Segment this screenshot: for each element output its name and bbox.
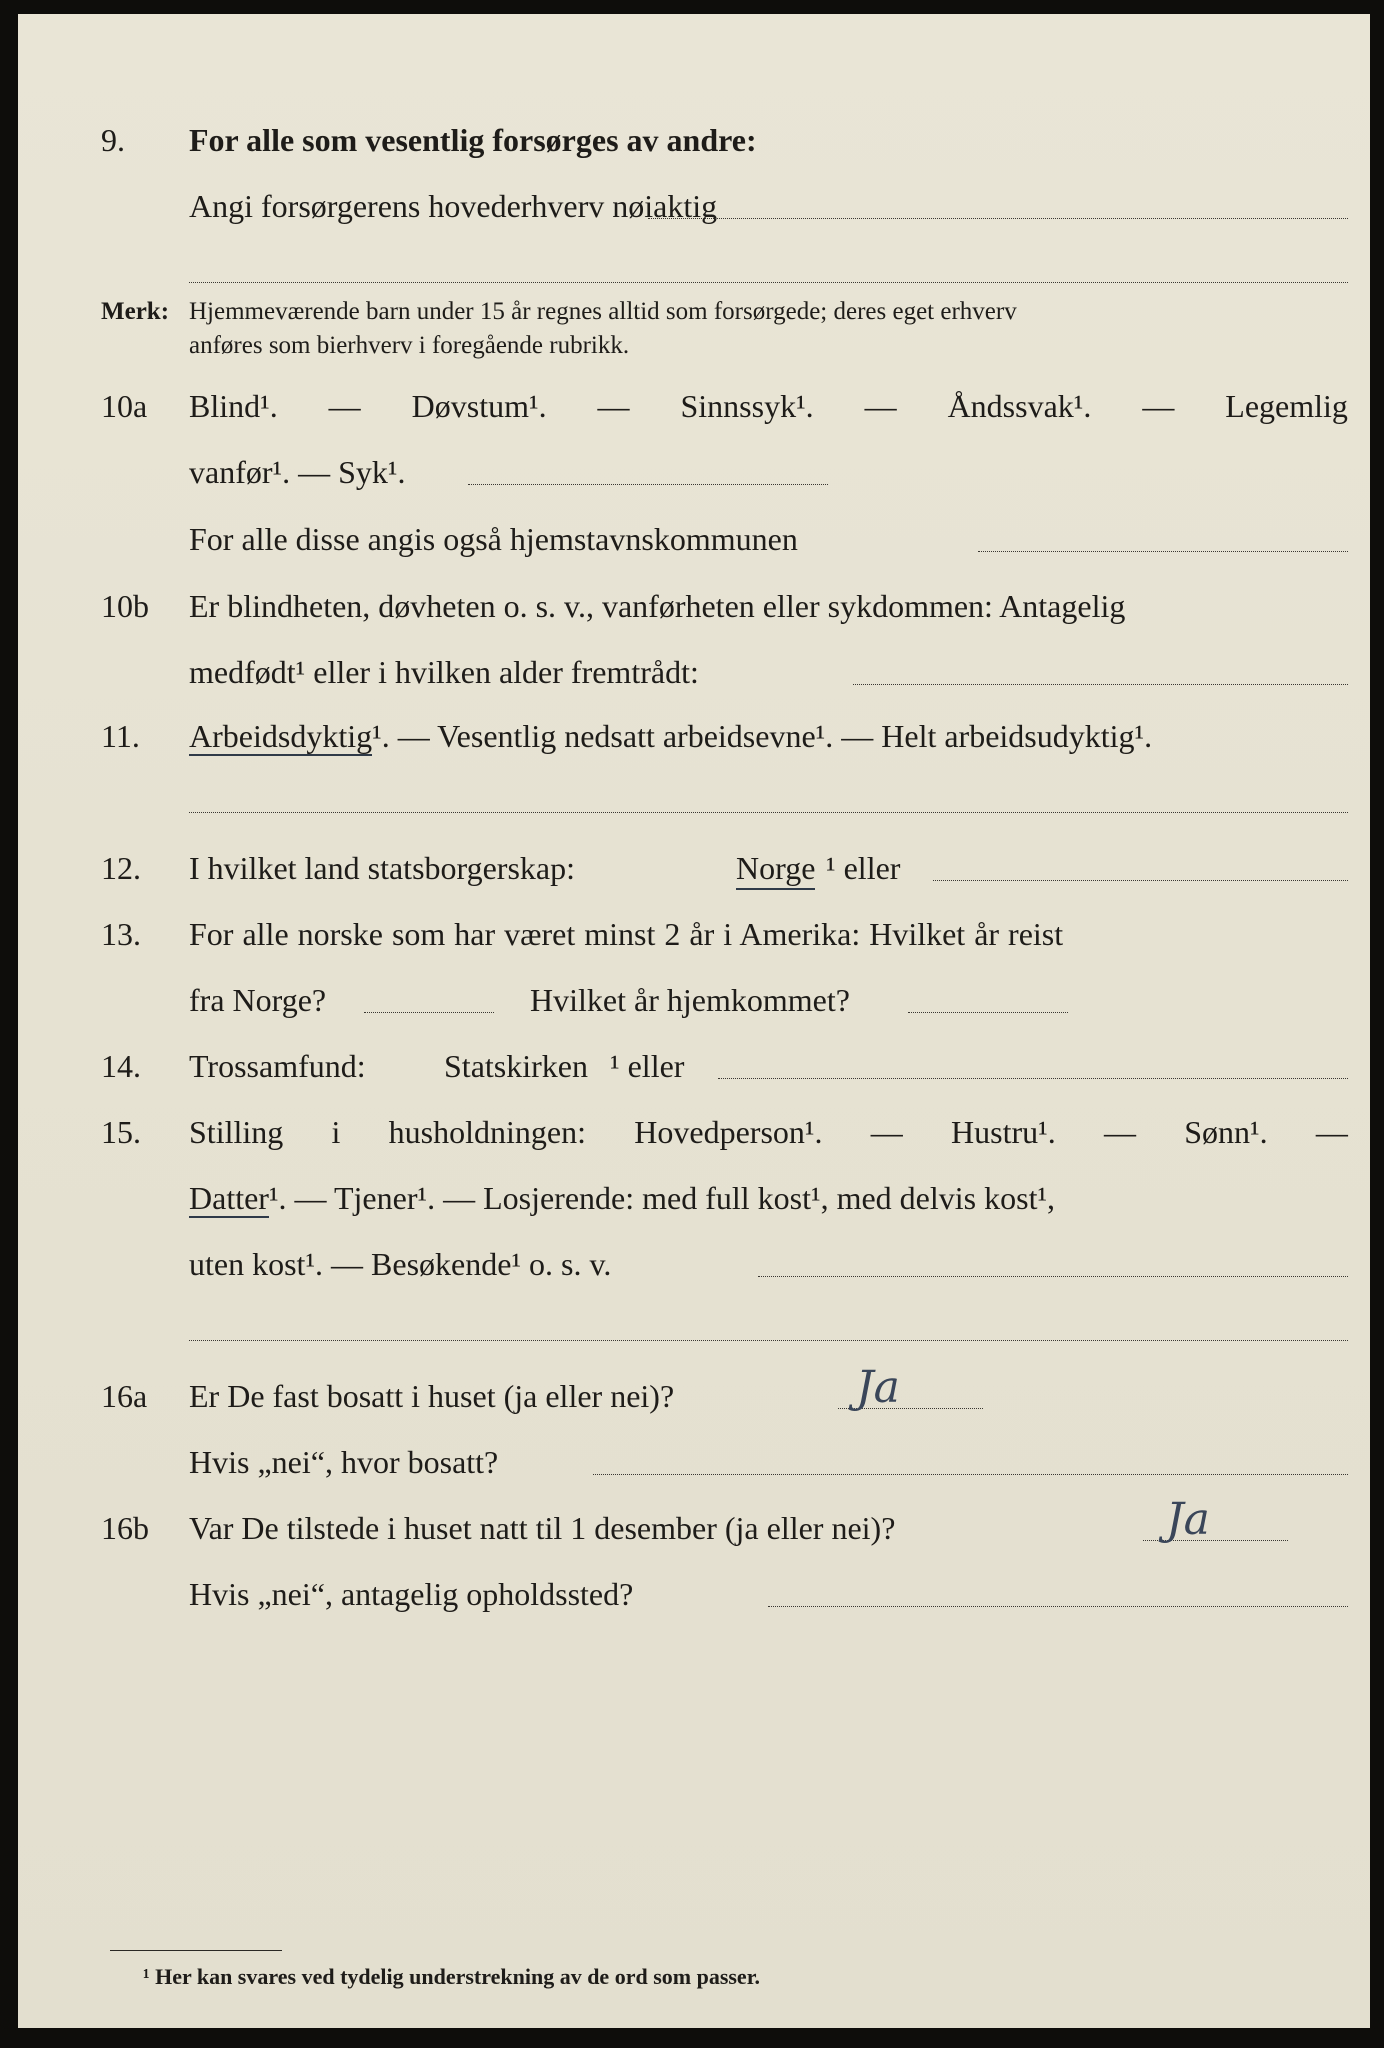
option-andssvak[interactable]: Åndssvak¹. <box>947 388 1092 424</box>
question-number: 12. <box>101 850 141 886</box>
answer-line[interactable] <box>468 484 828 485</box>
note-text: Hjemmeværende barn under 15 år regnes alltid som forsørgede; deres eget erhverv <box>189 298 1017 325</box>
word: Stilling <box>189 1114 284 1150</box>
question-text <box>189 1112 1348 1152</box>
question-number: 16b <box>101 1510 149 1546</box>
question-text: Trossamfund: <box>189 1048 366 1084</box>
dash: — <box>1142 388 1175 424</box>
question-number: 10b <box>101 588 149 624</box>
handwritten-answer-16b[interactable]: Ja <box>1166 1494 1210 1545</box>
word: husholdningen: <box>388 1114 586 1150</box>
question-text: For alle som vesentlig forsørges av andre: <box>189 122 757 158</box>
option-arbeidsdyktig-underlined[interactable]: Arbeidsdyktig <box>189 718 373 754</box>
question-text: fra Norge? <box>189 982 327 1018</box>
question-text: For alle disse angis også hjemstavnskommunen <box>189 521 798 557</box>
answer-line[interactable] <box>1143 1540 1288 1541</box>
question-text: I hvilket land statsborgerskap: <box>189 850 575 886</box>
option-blind[interactable]: Blind¹. <box>189 388 278 424</box>
question-number: 9. <box>101 122 125 158</box>
question-text <box>189 386 1348 426</box>
option-sonn[interactable]: Sønn¹. <box>1184 1114 1268 1150</box>
question-text: Hvis „nei“, hvor bosatt? <box>189 1444 499 1480</box>
question-number: 15. <box>101 1114 141 1150</box>
note-merk-line2: anføres som bierhverv i foregående rubrikk. <box>189 332 630 359</box>
option-dovstum[interactable]: Døvstum¹. <box>411 388 547 424</box>
dash: — <box>1103 1114 1136 1150</box>
answer-line[interactable] <box>758 1276 1348 1277</box>
option-hustru[interactable]: Hustru¹. <box>951 1114 1056 1150</box>
question-text: For alle norske som har været minst 2 år i Amerika: Hvilket år reist <box>189 916 1064 952</box>
dash: — <box>864 388 897 424</box>
footnote: ¹ Her kan svares ved tydelig understrekning av de ord som passer. <box>143 1964 760 1989</box>
answer-line[interactable] <box>853 684 1348 685</box>
question-text: uten kost¹. — Besøkende¹ o. s. v. <box>189 1246 612 1282</box>
question-number: 14. <box>101 1048 141 1084</box>
question-text: Er blindheten, døvheten o. s. v., vanførheten eller sykdommen: Antagelig <box>189 588 1126 624</box>
dash: — <box>328 388 361 424</box>
footnote-divider <box>110 1950 282 1951</box>
dash: — <box>597 388 630 424</box>
option-norge-underlined[interactable]: Norge <box>736 848 815 890</box>
dash: — <box>870 1114 903 1150</box>
handwritten-answer-16a[interactable]: Ja <box>856 1362 900 1413</box>
answer-line-reist[interactable] <box>364 1012 494 1013</box>
question-text: medfødt¹ eller i hvilken alder fremtrådt: <box>189 654 699 690</box>
answer-line[interactable] <box>189 1340 1348 1341</box>
option-statskirken[interactable]: Statskirken <box>444 1048 588 1084</box>
census-form-page <box>18 14 1370 2028</box>
answer-line[interactable] <box>718 1078 1348 1079</box>
option-datter-underlined[interactable]: Datter <box>189 1180 269 1216</box>
question-text: ¹ eller <box>610 1048 685 1084</box>
answer-line[interactable] <box>593 1474 1348 1475</box>
word: i <box>331 1114 341 1150</box>
question-text: Er De fast bosatt i huset (ja eller nei)? <box>189 1378 675 1414</box>
option-legemlig[interactable]: Legemlig <box>1225 388 1348 424</box>
question-text <box>189 716 1152 756</box>
answer-line[interactable] <box>189 282 1348 283</box>
question-number: 11. <box>101 718 140 754</box>
answer-line[interactable] <box>978 551 1348 552</box>
question-number: 10a <box>101 388 148 424</box>
note-label: Merk: <box>101 298 170 325</box>
answer-line[interactable] <box>768 1606 1348 1607</box>
answer-line[interactable] <box>648 218 1348 219</box>
question-text: Angi forsørgerens hovederhverv nøiaktig <box>189 188 718 224</box>
question-number: 16a <box>101 1378 148 1414</box>
note-merk <box>101 296 1017 328</box>
option-hovedperson[interactable]: Hovedperson¹. <box>634 1114 823 1150</box>
question-text-rest: ¹. — Tjener¹. — Losjerende: med full kost¹, med delvis kost¹, <box>268 1180 1056 1216</box>
question-text: vanfør¹. — Syk¹. <box>189 454 406 490</box>
answer-line-hjemkommet[interactable] <box>908 1012 1068 1013</box>
dash: — <box>1315 1114 1348 1150</box>
answer-line[interactable] <box>189 812 1348 813</box>
question-text: Var De tilstede i huset natt til 1 desember (ja eller nei)? <box>189 1510 896 1546</box>
question-text: ¹ eller <box>826 850 901 886</box>
question-text: Hvilket år hjemkommet? <box>530 982 850 1018</box>
question-text <box>189 1178 1055 1218</box>
question-text: Hvis „nei“, antagelig opholdssted? <box>189 1576 634 1612</box>
option-sinnssyk[interactable]: Sinnssyk¹. <box>680 388 814 424</box>
answer-line[interactable] <box>933 880 1348 881</box>
question-text-rest: ¹. — Vesentlig nedsatt arbeidsevne¹. — Helt arbeidsudyktig¹. <box>372 718 1153 754</box>
question-number: 13. <box>101 916 141 952</box>
